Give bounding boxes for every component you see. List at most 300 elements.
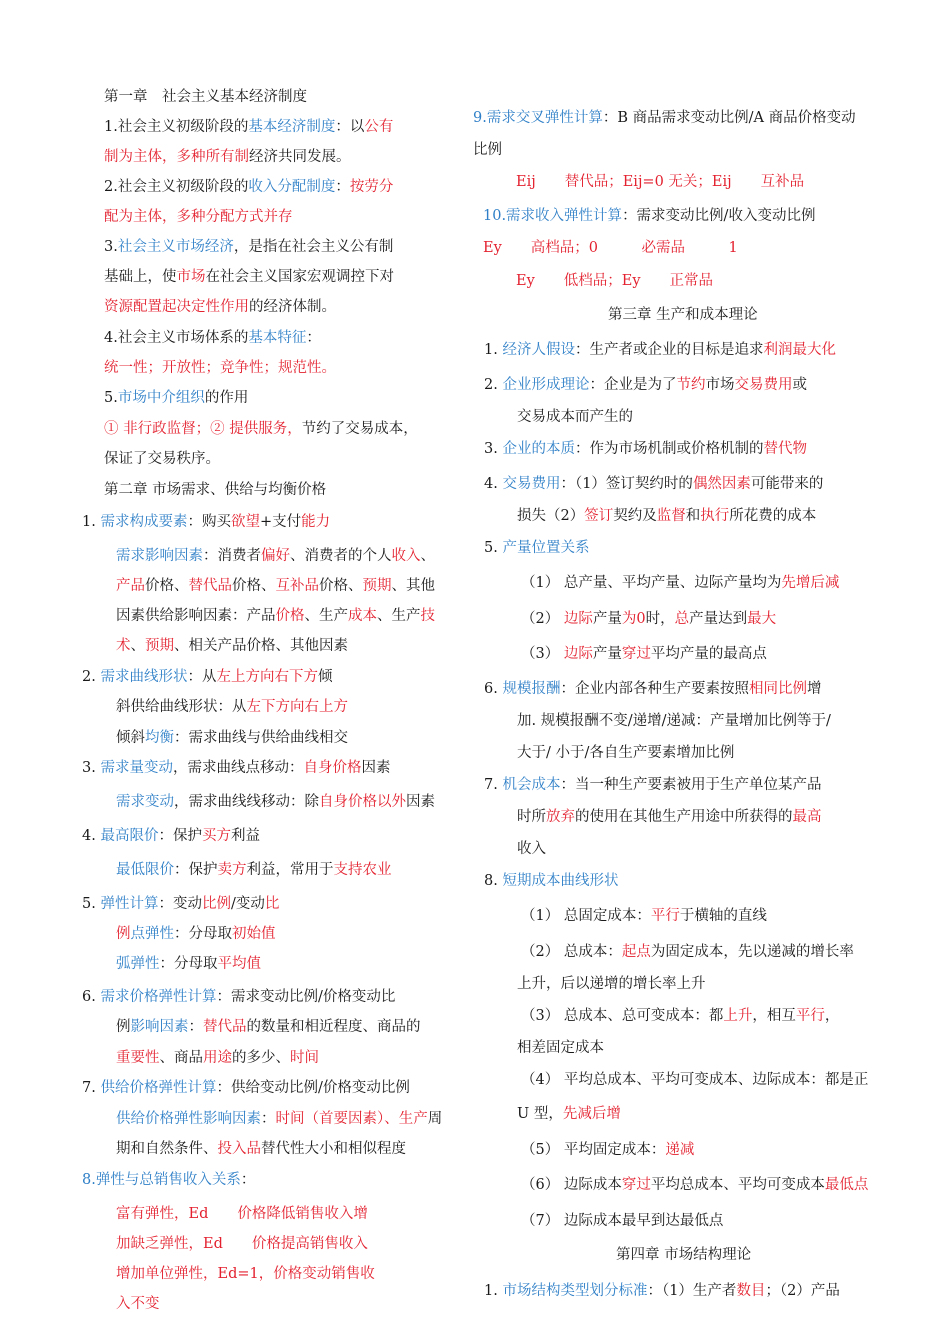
text-segment: 欲望 [230, 514, 260, 530]
text-segment: 1. [484, 1283, 503, 1299]
text-segment: 利益 [230, 828, 260, 844]
text-segment: 替代品 [188, 578, 232, 594]
text-segment: 最低点 [824, 1177, 869, 1193]
text-segment: 价格 [275, 608, 305, 624]
text-segment: 的多少、 [232, 1050, 290, 1066]
text-segment: 预期 [362, 578, 392, 594]
text-segment: 公有 [364, 119, 394, 135]
text-segment: 例 [116, 926, 131, 942]
text-segment: 执行 [700, 508, 730, 524]
text-segment: 2.社会主义初级阶段的 [104, 179, 249, 195]
text-segment: 制为主体，多种所有制 [104, 149, 249, 165]
d7-2 [116, 1109, 442, 1129]
text-segment: ，需求曲线线移动：除 [174, 794, 319, 810]
text-segment: 4. [484, 476, 503, 492]
text-segment: 先减后增 [562, 1106, 621, 1122]
text-segment: 需求曲线形状 [100, 669, 188, 685]
text-segment: 增 [806, 681, 822, 697]
text-segment: 、商品 [159, 1050, 203, 1066]
text-segment: 和 [685, 508, 701, 524]
text-segment: 保证了交易秩序。 [104, 451, 220, 467]
text-segment: 经济共同发展。 [249, 149, 351, 165]
text-segment: 边际 [563, 646, 593, 662]
text-segment: 倾斜 [116, 730, 145, 746]
text-segment: 1. [82, 514, 101, 530]
text-segment: 时所 [517, 809, 546, 825]
text-segment: ： [306, 330, 321, 346]
text-segment: 时间 [290, 1050, 319, 1066]
p7-1 [484, 775, 821, 795]
text-segment: 9.需求交叉弹性计算 [473, 110, 603, 126]
text-segment: （2） 总成本： [521, 944, 622, 960]
d1-4 [116, 606, 435, 626]
p8-5 [521, 1140, 694, 1160]
text-segment: ：供给变动比例/价格变动比例 [216, 1080, 410, 1096]
text-segment: 的作用 [204, 390, 249, 406]
text-segment: 1.社会主义初级阶段的 [104, 119, 249, 135]
text-segment: 需求影响因素 [116, 548, 203, 564]
text-segment: 机会成本 [502, 777, 561, 793]
p8 [484, 871, 618, 891]
d10-2 [483, 238, 738, 258]
p8-4b [517, 1104, 621, 1124]
p8-1 [521, 906, 767, 926]
p8-6 [521, 1175, 868, 1195]
d9-3 [516, 172, 804, 192]
text-segment: 平行 [650, 908, 680, 924]
text-segment: （6） 边际成本 [521, 1177, 622, 1193]
d2-1 [82, 667, 332, 687]
text-segment: 市场 [176, 269, 206, 285]
p5-3 [521, 644, 767, 664]
d6-2 [116, 1017, 421, 1037]
text-segment: 上升，后以递增的增长率上升 [517, 976, 706, 992]
text-segment: 加缺乏弹性，Ed 价格提高销售收入 [116, 1236, 368, 1252]
text-segment: 因素 [406, 794, 435, 810]
text-segment: 价格、 [145, 578, 189, 594]
text-segment: （1） 总固定成本： [521, 908, 651, 924]
text-segment: 例 [116, 1019, 131, 1035]
chapter-3-title [608, 305, 758, 325]
text-segment: 监督 [656, 508, 686, 524]
d6-1 [82, 987, 395, 1007]
d1-5 [116, 636, 348, 656]
d9-2 [473, 140, 502, 160]
text-segment: 社会主义市场经济 [117, 239, 234, 255]
text-segment: 弹性计算 [100, 896, 159, 912]
text-segment: ：需求变动比例/收入变动比例 [622, 208, 816, 224]
text-segment: 或 [792, 377, 807, 393]
d5-2 [116, 924, 276, 944]
text-segment: ：当一种生产要素被用于生产单位某产品 [560, 777, 822, 793]
text-segment: 市场 [705, 377, 735, 393]
text-segment: 产量 [592, 611, 622, 627]
text-segment: 为0 [621, 611, 646, 627]
p8-2b [517, 974, 706, 994]
text-segment: 相同比例 [748, 681, 807, 697]
text-segment: 损失（2） [517, 508, 585, 524]
text-segment: 于横轴的直线 [679, 908, 767, 924]
text-segment: 放弃 [546, 809, 575, 825]
text-segment: 收入分配制度 [248, 179, 336, 195]
text-segment: 左下方向右上方 [246, 699, 348, 715]
text-segment: 6. [82, 989, 101, 1005]
p5-1 [521, 573, 839, 593]
m1 [484, 1281, 840, 1301]
text-segment: 增加单位弹性，Ed=1，价格变动销售收 [116, 1266, 375, 1282]
text-segment: 基本经济制度 [248, 119, 336, 135]
text-segment: 5. [484, 540, 503, 556]
text-segment: 因素供给影响因素：产品 [116, 608, 276, 624]
text-segment: 替代性大小和相似程度 [261, 1141, 406, 1157]
text-segment: 加. 规模报酬不变/递增/递减：产量增加比例等于/ [517, 713, 831, 729]
text-segment: Ey 高档品；0 必需品 1 [483, 240, 738, 256]
l1-2 [104, 147, 351, 167]
p4-1 [484, 474, 823, 494]
text-segment: 配为主体，多种分配方式并存 [104, 209, 293, 225]
l1-1 [104, 117, 393, 137]
l3-1 [104, 237, 393, 257]
text-segment: 可能带来的 [750, 476, 824, 492]
text-segment: 规模报酬 [502, 681, 561, 697]
text-segment: 节约了交易成本， [301, 421, 418, 437]
text-segment: 因素 [361, 760, 391, 776]
text-segment: 重要性 [116, 1050, 160, 1066]
text-segment: （4） 平均总成本、平均可变成本、边际成本：都是正 [521, 1072, 869, 1088]
p6-1 [484, 679, 821, 699]
text-segment: 供给价格弹性计算 [100, 1080, 217, 1096]
text-segment: （1） 总产量、平均产量、边际产量均为 [521, 575, 782, 591]
p1 [484, 340, 836, 360]
text-segment: ：企业内部各种生产要素按照 [560, 681, 749, 697]
text-segment: 大于/ 小于/各自生产要素增加比例 [517, 745, 735, 761]
text-segment: （3） [521, 646, 564, 662]
text-segment: 利润最大化 [763, 342, 836, 358]
text-segment: ： [335, 179, 350, 195]
text-segment: 平均产量的 [650, 646, 724, 662]
text-segment: 入不变 [116, 1296, 160, 1312]
text-segment: 第三章 生产和成本理论 [608, 307, 758, 323]
text-segment: 价格、 [319, 578, 363, 594]
text-segment: 偏好 [261, 548, 290, 564]
text-segment: 上升 [723, 1008, 753, 1024]
text-segment: 、生产 [304, 608, 348, 624]
text-segment: 点 [752, 646, 767, 662]
text-segment: 产量达到 [689, 611, 748, 627]
text-segment: 成本 [348, 608, 377, 624]
l5-3 [104, 449, 220, 469]
text-segment: ：保护 [174, 862, 218, 878]
d8-1 [82, 1170, 255, 1190]
text-segment: ：变动 [158, 896, 202, 912]
text-segment: ： [240, 1172, 256, 1188]
text-segment: 期和自然条件、 [116, 1141, 218, 1157]
text-segment: 需求构成要素 [100, 514, 188, 530]
d8-4 [116, 1264, 375, 1284]
text-segment: 、消费者的个人 [290, 548, 392, 564]
text-segment: 买方 [201, 828, 231, 844]
text-segment: ① 非行政监督；② 提供服务， [104, 421, 302, 437]
text-segment: 在社会主义国家宏观调控下对 [205, 269, 394, 285]
p2-2 [517, 407, 633, 427]
text-segment: 2. [82, 669, 101, 685]
d1-2 [116, 546, 435, 566]
text-segment: ：消费者 [203, 548, 261, 564]
text-segment: 价格、 [232, 578, 276, 594]
text-segment: 卖方 [217, 862, 247, 878]
text-segment: 弧弹性 [116, 956, 160, 972]
text-segment: 比例 [201, 896, 231, 912]
text-segment: 产量位置关系 [502, 540, 590, 556]
d4-2 [116, 860, 392, 880]
text-segment: 基本特征 [248, 330, 307, 346]
text-segment: 收入 [517, 841, 546, 857]
text-segment: 7. [82, 1080, 101, 1096]
p5-2 [521, 609, 776, 629]
text-segment: 术 [116, 638, 131, 654]
text-segment: 倾 [317, 669, 333, 685]
text-segment: U 型， [517, 1106, 563, 1122]
text-segment: （3） 总成本、总可变成本：都 [521, 1008, 724, 1024]
l3-3 [104, 297, 336, 317]
chapter-4-title [616, 1245, 751, 1265]
text-segment: ：保护 [158, 828, 202, 844]
l5-2 [104, 419, 418, 439]
text-segment: 3. [104, 239, 118, 255]
d9-1 [473, 108, 856, 128]
text-segment: ，相互 [752, 1008, 796, 1024]
text-segment: 左上方向右下方 [216, 669, 318, 685]
text-segment: 经济人假设 [502, 342, 575, 358]
text-segment: 支持农业 [333, 862, 392, 878]
d8-5 [116, 1294, 160, 1314]
text-segment: ：以 [335, 119, 365, 135]
text-segment: 8.弹性与总销售收入关系 [82, 1172, 241, 1188]
d10-1 [483, 206, 815, 226]
text-segment: +支付 [259, 514, 302, 530]
text-segment: 互补品 [275, 578, 319, 594]
text-segment: 契约及 [613, 508, 657, 524]
text-segment: 利益，常用于 [246, 862, 334, 878]
p8-2a [521, 942, 854, 962]
text-segment: ：需求曲线与供给曲线相交 [174, 730, 348, 746]
d1-3 [116, 576, 435, 596]
text-segment: 边际 [563, 611, 593, 627]
text-segment: 先增后减 [781, 575, 840, 591]
text-segment: 7. [484, 777, 503, 793]
text-segment: 富有弹性，Ed 价格降低销售收入增 [116, 1206, 368, 1222]
text-segment: 技 [420, 608, 435, 624]
text-segment: 资源配置起决定性作用 [104, 299, 249, 315]
text-segment: ：（1）签订契约时的 [560, 476, 693, 492]
text-segment: ：分母取 [174, 926, 232, 942]
d10-3 [516, 271, 713, 291]
l4-2 [104, 358, 336, 378]
d7-3 [116, 1139, 406, 1159]
l5-1 [104, 388, 248, 408]
text-segment: 4.社会主义市场体系的 [104, 330, 249, 346]
text-segment: Eij 替代品；Eij=0 无关；Eij 互补品 [516, 174, 805, 190]
text-segment: 初始值 [232, 926, 276, 942]
text-segment: 平均总成本、平均可变成本 [650, 1177, 825, 1193]
text-segment: 影响因素 [130, 1019, 189, 1035]
chapter-2-title [104, 480, 326, 500]
text-segment: 穿过 [621, 646, 651, 662]
text-segment: 替代物 [763, 441, 807, 457]
text-segment: 用途 [203, 1050, 232, 1066]
text-segment: 起点 [621, 944, 651, 960]
text-segment: 供给价格弹性影响因素 [116, 1111, 261, 1127]
text-segment: ：生产者或企业的目标是追求 [574, 342, 764, 358]
text-segment: 自身价格 [303, 760, 362, 776]
text-segment: 最大 [747, 611, 777, 627]
d8-3 [116, 1234, 368, 1254]
l2-2 [104, 207, 293, 227]
p8-3b [517, 1038, 604, 1058]
text-segment: 3. [82, 760, 101, 776]
text-segment: 斜供给曲线形状：从 [116, 699, 247, 715]
text-segment: 第一章 社会主义基本经济制度 [104, 89, 307, 105]
text-segment: 企业形成理论 [502, 377, 590, 393]
text-segment: ，需求曲线点移动： [172, 760, 304, 776]
text-segment: 能力 [301, 514, 331, 530]
text-segment: 第二章 市场需求、供给与均衡价格 [104, 482, 327, 498]
l4-1 [104, 328, 321, 348]
text-segment: ：（1）生产者 [647, 1283, 737, 1299]
text-segment: 最高 [723, 646, 753, 662]
text-segment: ， [824, 1008, 840, 1024]
l2-1 [104, 177, 393, 197]
text-segment: 替代品 [203, 1019, 247, 1035]
text-segment: ：从 [187, 669, 217, 685]
text-segment: ： [188, 1019, 203, 1035]
p6-2 [517, 711, 831, 731]
text-segment: 相差固定成本 [517, 1040, 604, 1056]
text-segment: 、 [420, 548, 435, 564]
text-segment: 、相关产品价格、其他因素 [174, 638, 348, 654]
text-segment: 偶然因素 [692, 476, 751, 492]
p6-3 [517, 743, 734, 763]
p7-2 [517, 807, 822, 827]
text-segment: 自身价格以外 [319, 794, 406, 810]
p7-3 [517, 839, 546, 859]
text-segment: 需求价格弹性计算 [100, 989, 217, 1005]
text-segment: 5. [104, 390, 118, 406]
text-segment: 均衡 [145, 730, 174, 746]
d8-2 [116, 1204, 368, 1224]
text-segment: 8. [484, 873, 503, 889]
text-segment: 1. [484, 342, 503, 358]
d2-3 [116, 728, 348, 748]
d3-1 [82, 758, 390, 778]
text-segment: 产品 [116, 578, 145, 594]
text-segment: ，是指在社会主义公有制 [233, 239, 394, 255]
text-segment: 的经济体制。 [249, 299, 336, 315]
text-segment: 投入品 [217, 1141, 261, 1157]
text-segment: 需求变动 [116, 794, 174, 810]
text-segment: 签订 [584, 508, 614, 524]
d4-1 [82, 826, 260, 846]
text-segment: 6. [484, 681, 503, 697]
text-segment: 平均值 [217, 956, 261, 972]
d1-1 [82, 512, 330, 532]
text-segment: Ey 低档品；Ey 正常品 [516, 273, 714, 289]
text-segment: ：购买 [187, 514, 231, 530]
text-segment: 4. [82, 828, 101, 844]
text-segment: 10.需求收入弹性计算 [483, 208, 623, 224]
text-segment: 统一性；开放性；竞争性；规范性。 [104, 360, 336, 376]
d5-1 [82, 894, 279, 914]
text-segment: （5） 平均固定成本： [521, 1142, 666, 1158]
text-segment: 的数量和相近程度、商品的 [246, 1019, 421, 1035]
text-segment: 产量 [592, 646, 622, 662]
text-segment: 点弹性 [130, 926, 174, 942]
text-segment: /变动 [230, 896, 265, 912]
text-segment: 比例 [473, 142, 502, 158]
text-segment: 3. [484, 441, 503, 457]
text-segment: 时间（首要因素）、生产 [275, 1111, 428, 1127]
text-segment: 平行 [795, 1008, 825, 1024]
text-segment: （2） [521, 611, 564, 627]
text-segment: 市场中介组织 [117, 390, 205, 406]
text-segment: 最高 [792, 809, 822, 825]
p8-3a [521, 1006, 839, 1026]
text-segment: 为固定成本，先以递减的增长率 [650, 944, 854, 960]
text-segment: 、生产 [377, 608, 421, 624]
p3 [484, 439, 807, 459]
p5 [484, 538, 589, 558]
text-segment: 第四章 市场结构理论 [616, 1247, 752, 1263]
p2-1 [484, 375, 807, 395]
text-segment: 交易成本而产生的 [517, 409, 633, 425]
l3-2 [104, 267, 394, 287]
text-segment: 交易费用 [734, 377, 793, 393]
chapter-1-title [104, 87, 307, 107]
d2-2 [116, 697, 348, 717]
text-segment: ：需求变动比例/价格变动比 [216, 989, 396, 1005]
text-segment: 最高限价 [100, 828, 159, 844]
d5-3 [116, 954, 261, 974]
text-segment: 、 [130, 638, 145, 654]
d7-1 [82, 1078, 410, 1098]
text-segment: ：B 商品需求变动比例/A 商品价格变动 [602, 110, 856, 126]
text-segment: 短期成本曲线形状 [502, 873, 619, 889]
text-segment: ；（2）产品 [765, 1283, 840, 1299]
text-segment: 穿过 [621, 1177, 651, 1193]
text-segment: ：作为市场机制或价格机制的 [574, 441, 764, 457]
text-segment: 周 [427, 1111, 443, 1127]
text-segment: 节约 [676, 377, 706, 393]
p4-2 [517, 506, 816, 526]
text-segment: 收入 [391, 548, 421, 564]
text-segment: 最低限价 [116, 862, 174, 878]
text-segment: 按劳分 [349, 179, 394, 195]
p8-4a [521, 1070, 868, 1090]
text-segment: ：企业是为了 [589, 377, 677, 393]
text-segment: 预期 [145, 638, 174, 654]
text-segment: 市场结构类型划分标准 [502, 1283, 648, 1299]
text-segment: ： [261, 1111, 276, 1127]
text-segment: 需求量变动 [100, 760, 173, 776]
text-segment: ：分母取 [159, 956, 218, 972]
text-segment: 的使用在其他生产用途中所获得的 [575, 809, 793, 825]
p8-7 [521, 1211, 723, 1231]
text-segment: 5. [82, 896, 101, 912]
text-segment: 交易费用 [502, 476, 561, 492]
text-segment: 2. [484, 377, 503, 393]
text-segment: 所花费的成本 [729, 508, 817, 524]
text-segment: 数目 [736, 1283, 766, 1299]
